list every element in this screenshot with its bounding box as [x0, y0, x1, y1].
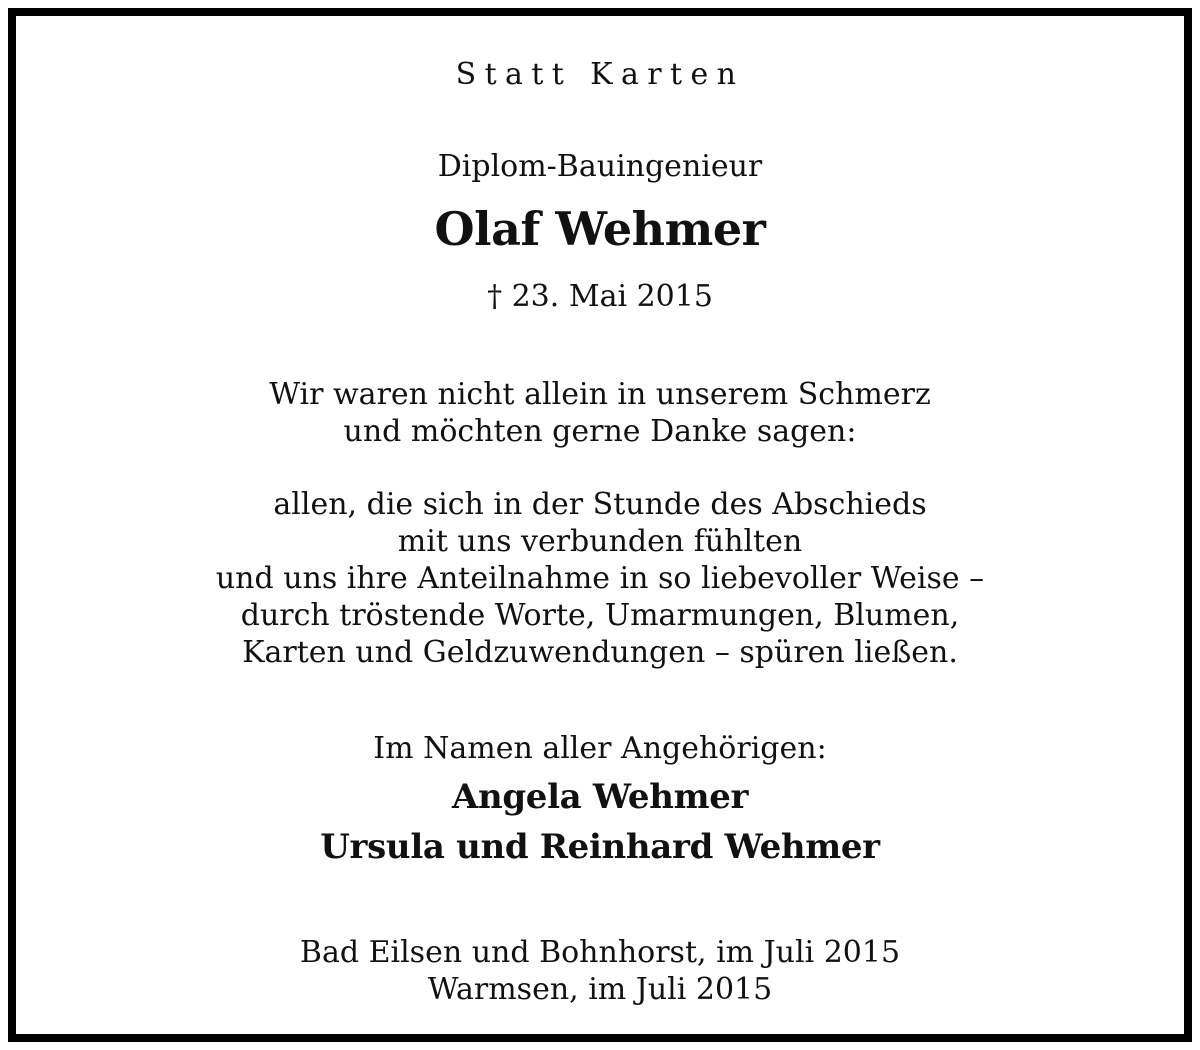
thanks-body-line: Karten und Geldzuwendungen – spüren ließen. [242, 635, 958, 670]
thanks-body-line: mit uns verbunden fühlten [397, 524, 803, 559]
thanks-body-line: allen, die sich in der Stunde des Abschieds [273, 487, 927, 522]
thanks-intro-line: und möchten gerne Danke sagen: [343, 414, 857, 449]
thanks-intro [16, 376, 1184, 450]
statt-karten-heading: Statt Karten [455, 57, 745, 92]
thanks-body-line: durch tröstende Worte, Umarmungen, Blumen, [240, 598, 960, 633]
footer-line: Bad Eilsen und Bohnhorst, im Juli 2015 [299, 935, 901, 970]
thanks-intro-line: Wir waren nicht allein in unserem Schmerz [269, 377, 931, 412]
deceased-name: Olaf Wehmer [434, 202, 766, 256]
death-date: † 23. Mai 2015 [487, 279, 713, 314]
obituary-card [8, 8, 1192, 1042]
footer-places [16, 934, 1184, 1008]
thanks-body-line: und uns ihre Anteilnahme in so liebevoller Weise – [215, 561, 985, 596]
signatory-name: Angela Wehmer [451, 777, 749, 817]
signatories-intro: Im Namen aller Angehörigen: [373, 731, 827, 766]
footer-line: Warmsen, im Juli 2015 [427, 972, 773, 1007]
signatory-name: Ursula und Reinhard Wehmer [320, 827, 880, 867]
thanks-body [16, 486, 1184, 671]
title-prefix: Diplom-Bauingenieur [437, 149, 763, 184]
